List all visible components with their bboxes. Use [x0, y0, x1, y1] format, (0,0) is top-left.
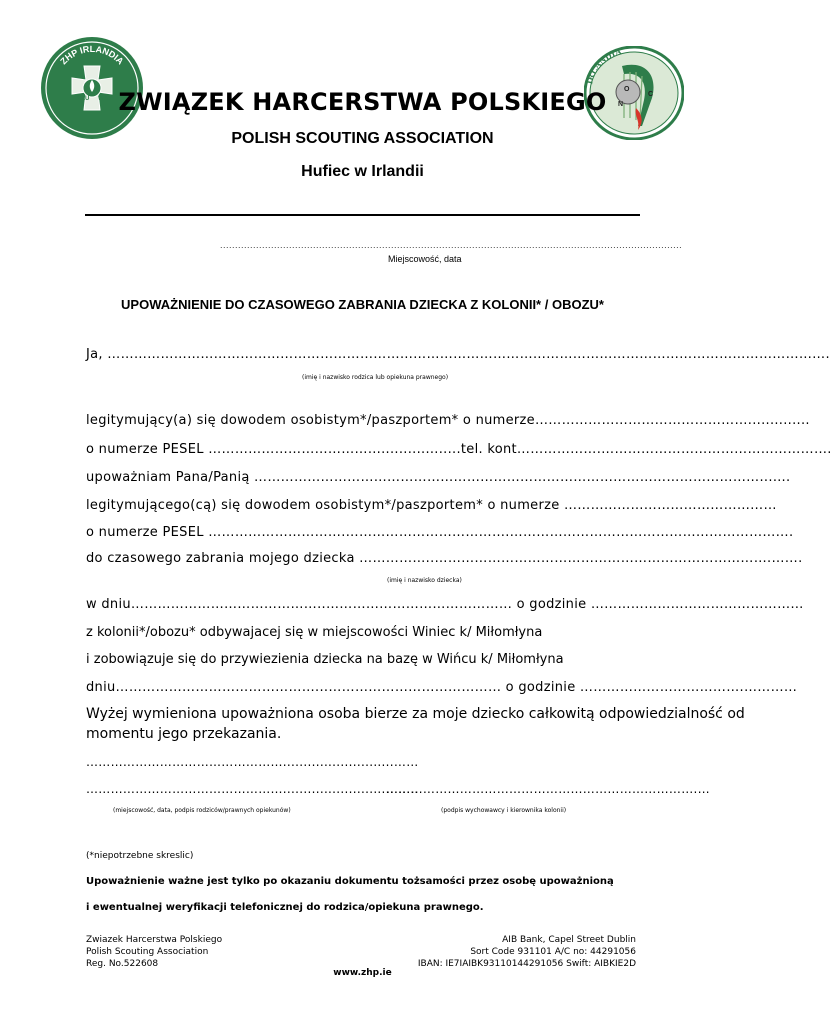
strike-note: (*niepotrzebne skreslic) [86, 851, 194, 861]
pickup-date-time-field[interactable]: w dniu……………………………………..…………………………………… o godzinie ………………………………………… [86, 597, 804, 612]
validity-note-1: Upoważnienie ważne jest tylko po okazaniu dokumentu tożsamości przez osobę upoważnioną [86, 876, 614, 887]
svg-text:IRLANDIA: IRLANDIA [584, 46, 623, 85]
parent-pesel-phone-field[interactable]: o numerze PESEL ……………………………….....................tel. kont……………….……………………………………………. [86, 442, 832, 457]
svg-text:N: N [618, 101, 624, 108]
footer-iban: IBAN: IE7IAIBK93110144291056 Swift: AIBKIE2D [417, 959, 636, 969]
child-name-field[interactable]: do czasowego zabrania mojego dziecka ……………..………………………………………………………………….……. [86, 551, 803, 566]
svg-text:WAJ: WAJ [98, 96, 112, 102]
footer-org-name-en: Polish Scouting Association [86, 947, 209, 957]
responsibility-text-2: momentu jego przekazania. [86, 726, 282, 742]
parent-signature-field[interactable]: …………………………………………...........................…… [86, 782, 419, 796]
child-name-hint: (imię i nazwisko dziecka) [387, 577, 462, 584]
document-title: UPOWAŻNIENIE DO CZASOWEGO ZABRANIA DZIECKA Z KOLONII* / OBOZU* [121, 297, 604, 312]
footer-org-info [86, 934, 222, 970]
parent-name-field[interactable]: Ja, ………………………………………………………………………………………………………………………………………………. [86, 347, 830, 362]
signature-field-top[interactable]: …………………………………………...........................…… [86, 755, 419, 769]
camp-location-text: z kolonii*/obozu* odbywajacej się w miejscowości Winiec k/ Miłomłyna [86, 625, 543, 640]
return-date-time-field[interactable]: dniu………………………………………...………………………………… o godzinie ……………………………….………… [86, 680, 798, 695]
svg-text:C: C [648, 91, 654, 98]
parent-id-field[interactable]: legitymujący(a) się dowodem osobistym*/paszportem* o numerze………………………………………….............. [86, 413, 810, 428]
camp-leader-signature-field[interactable]: ………………………………………………………………….… [386, 782, 710, 796]
svg-text:ZHP IRLANDIA: ZHP IRLANDIA [58, 43, 126, 67]
authorized-person-field[interactable]: upoważniam Pana/Panią ……………………………………………………………………………………………………...…. [86, 470, 791, 485]
org-name-english: POLISH SCOUTING ASSOCIATION [231, 130, 494, 147]
camp-leader-signature-hint: (podpis wychowawcy i kierownika kolonii) [441, 807, 567, 814]
org-name: ZWIĄZEK HARCERSTWA POLSKIEGO [118, 88, 607, 116]
org-unit: Hufiec w Irlandii [301, 163, 424, 180]
authorized-id-field[interactable]: legitymującego(cą) się dowodem osobistym*/paszportem* o numerze ………………………………………… [86, 498, 777, 513]
footer-reg-no: Reg. No.522608 [86, 959, 159, 969]
svg-text:O: O [624, 86, 630, 93]
place-date-label: Miejscowość, data [388, 254, 462, 264]
footer-website[interactable]: www.zhp.ie [333, 968, 392, 978]
parent-name-hint: (imię i nazwisko rodzica lub opiekuna prawnego) [302, 374, 449, 381]
return-commitment-text: i zobowiązuje się do przywiezienia dziecka na bazę w Wińcu k/ Miłomłyna [86, 652, 564, 667]
footer-bank-name: AIB Bank, Capel Street Dublin [502, 935, 636, 945]
validity-note-2: i ewentualnej weryfikacji telefonicznej do rodzica/opiekuna prawnego. [86, 902, 484, 913]
footer-org-name: Zwiazek Harcerstwa Polskiego [86, 935, 223, 945]
responsibility-text-1: Wyżej wymieniona upoważniona osoba bierze za moje dziecko całkowitą odpowiedzialność od [86, 706, 745, 722]
footer-sort-code: Sort Code 931101 A/C no: 44291056 [470, 947, 636, 957]
authorized-pesel-field[interactable]: o numerze PESEL ………………………….……………………………….………………………………………………………. [86, 525, 794, 540]
header-divider [85, 214, 640, 216]
parent-signature-hint: (miejscowość, data, podpis rodziców/prawnych opiekunów) [113, 807, 291, 814]
svg-text:CZU: CZU [77, 96, 90, 102]
footer-bank-info [390, 934, 636, 970]
place-date-field[interactable]: .......................................................................................................................................................... [220, 240, 683, 250]
